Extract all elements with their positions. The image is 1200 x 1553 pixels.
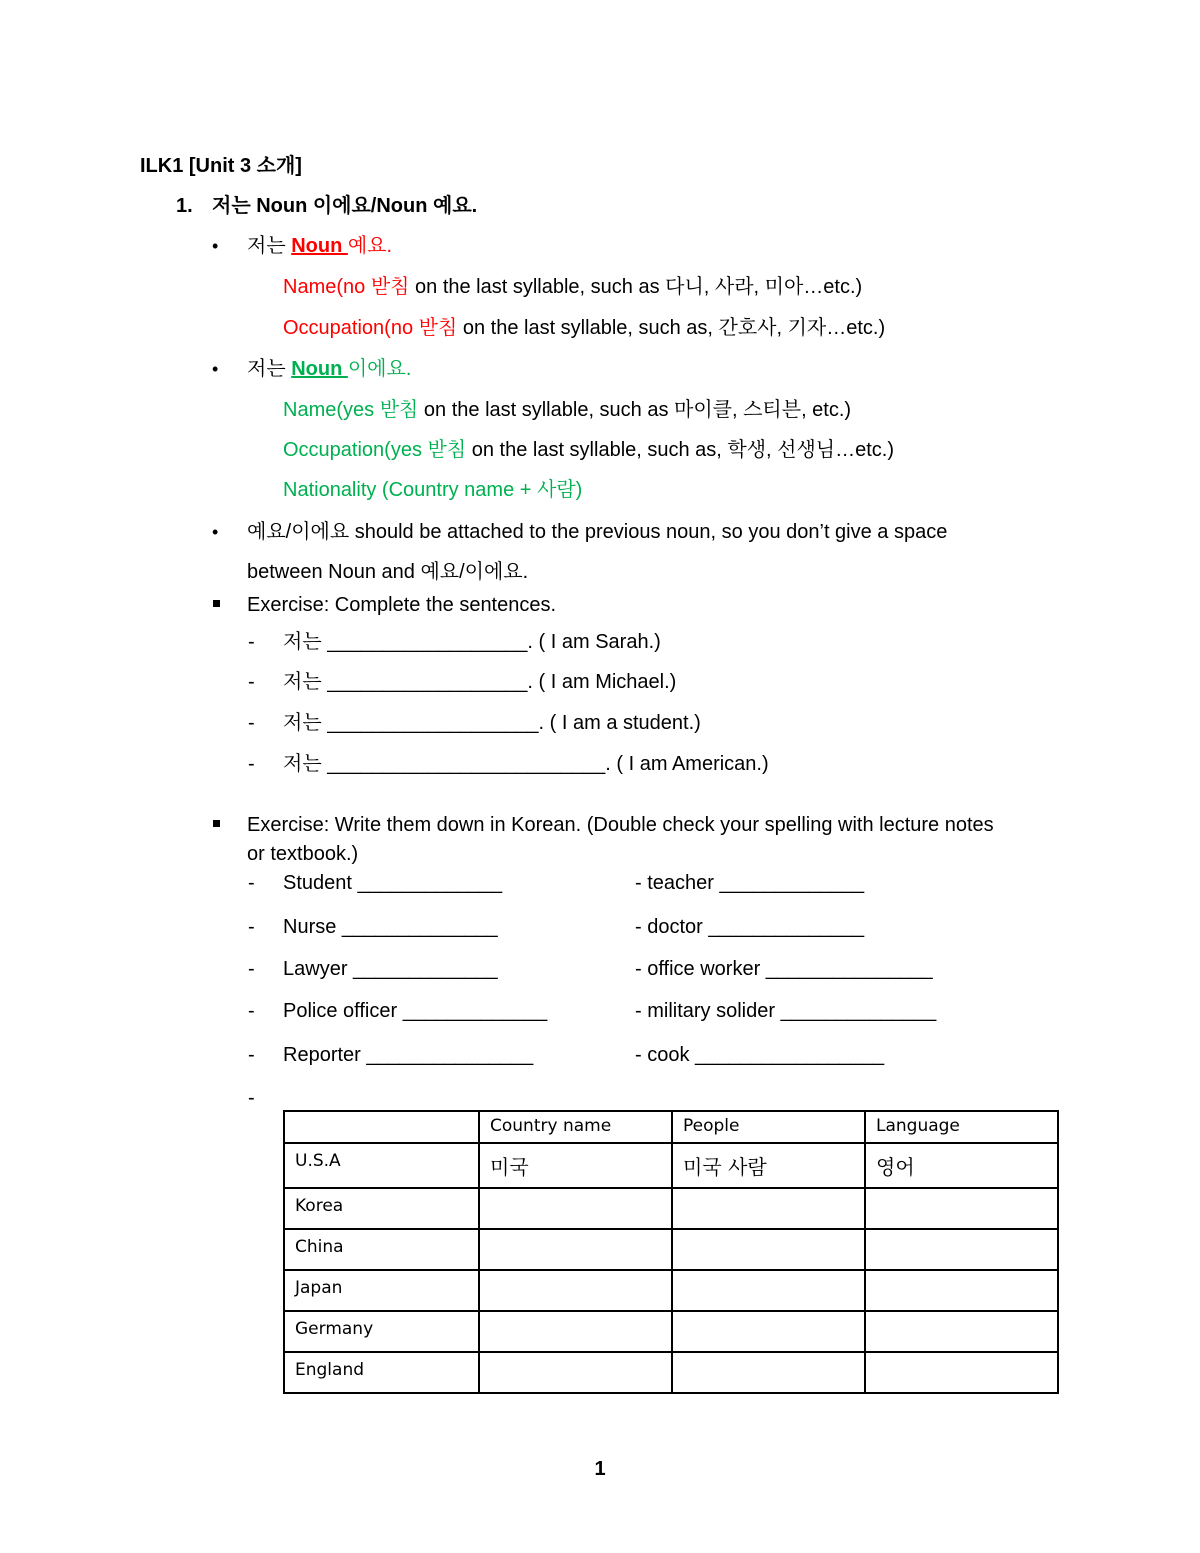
bullet2-noun: Noun [291, 358, 348, 380]
table-row [284, 1143, 1058, 1188]
vocab-left-item: Police officer _____________ [283, 1000, 548, 1022]
table-cell: England [284, 1352, 479, 1393]
square-bullet-icon [213, 820, 220, 827]
table-cell [479, 1270, 672, 1311]
name-rule-label: Name(no 받침 [283, 276, 410, 298]
table-cell [479, 1352, 672, 1393]
square-bullet-icon [213, 600, 220, 607]
vocab-right-item: - teacher _____________ [635, 872, 865, 894]
document-title: ILK1 [Unit 3 소개] [140, 155, 302, 177]
exercise1-item: 저는 _________________________. ( I am American.) [283, 753, 769, 775]
table-cell: 미국 [479, 1143, 672, 1188]
spacing-rule-line2: between Noun and 예요/이에요. [247, 561, 529, 583]
name-rule-text: on the last syllable, such as 다니, 사라, 미아…etc.) [409, 276, 863, 298]
table-cell [479, 1311, 672, 1352]
bullet2-suffix: 이에요. [347, 358, 412, 380]
bullet1-name-line [283, 275, 862, 299]
table-cell [865, 1270, 1058, 1311]
dash-icon: - [248, 712, 255, 734]
vocab-left-item: Lawyer _____________ [283, 958, 498, 980]
table-cell [865, 1352, 1058, 1393]
exercise2-title-line2: or textbook.) [247, 843, 359, 865]
dash-icon: - [248, 1000, 255, 1022]
table-cell: Germany [284, 1311, 479, 1352]
vocab-right-item: - doctor ______________ [635, 916, 865, 938]
dash-icon: - [248, 1044, 255, 1066]
table-cell [479, 1188, 672, 1229]
table-cell [672, 1270, 865, 1311]
vocab-right-item: - cook _________________ [635, 1044, 885, 1066]
nationality-rule: Nationality (Country name + 사람) [283, 479, 583, 501]
page-number: 1 [594, 1458, 606, 1480]
table-cell: China [284, 1229, 479, 1270]
table-cell: 영어 [865, 1143, 1058, 1188]
bullet1-noun: Noun [291, 235, 348, 257]
vocab-right-item: - military solider ______________ [635, 1000, 937, 1022]
exercise1-item: 저는 __________________. ( I am Sarah.) [283, 631, 661, 653]
bullet2-occupation-line [283, 438, 894, 462]
dash-icon: - [248, 958, 255, 980]
table-cell [865, 1229, 1058, 1270]
table-header-cell: People [672, 1111, 865, 1143]
section-heading: 저는 Noun 이에요/Noun 예요. [212, 195, 478, 217]
table-header-cell [284, 1111, 479, 1143]
table-cell [865, 1188, 1058, 1229]
table-cell: Japan [284, 1270, 479, 1311]
table-cell [672, 1188, 865, 1229]
bullet1-occupation-line [283, 316, 885, 340]
table-header-cell: Country name [479, 1111, 672, 1143]
vocab-left-item: Student _____________ [283, 872, 503, 894]
exercise2-title-line1: Exercise: Write them down in Korean. (Double check your spelling with lecture notes [247, 814, 994, 836]
dash-icon: - [248, 753, 255, 775]
dash-icon: - [248, 916, 255, 938]
spacing-rule-line1: 예요/이에요 should be attached to the previous noun, so you don’t give a space [247, 521, 948, 543]
dash-icon: - [248, 1087, 255, 1109]
table-header-cell: Language [865, 1111, 1058, 1143]
table-cell: U.S.A [284, 1143, 479, 1188]
occupation-rule-text: on the last syllable, such as, 학생, 선생님…etc.) [466, 439, 895, 461]
vocab-right-item: - office worker _______________ [635, 958, 933, 980]
occupation-rule-label: Occupation(yes 받침 [283, 439, 467, 461]
bullet2-name-line [283, 398, 851, 422]
bullet2-prefix: 저는 [247, 358, 292, 380]
name-rule-label: Name(yes 받침 [283, 399, 419, 421]
table-row [284, 1229, 1058, 1270]
bullet1-prefix: 저는 [247, 235, 292, 257]
bullet-icon: • [212, 359, 219, 379]
table-cell [672, 1352, 865, 1393]
bullet1-sentence [247, 234, 392, 258]
nationality-table [283, 1110, 1059, 1394]
table-header-row [284, 1111, 1058, 1143]
table-row [284, 1270, 1058, 1311]
dash-icon: - [248, 631, 255, 653]
exercise1-title: Exercise: Complete the sentences. [247, 594, 557, 616]
name-rule-text: on the last syllable, such as 마이클, 스티븐, etc.) [418, 399, 852, 421]
table-row [284, 1311, 1058, 1352]
bullet-icon: • [212, 236, 219, 256]
table-cell [672, 1229, 865, 1270]
dash-icon: - [248, 872, 255, 894]
bullet2-sentence [247, 357, 411, 381]
table-cell [479, 1229, 672, 1270]
bullet1-suffix: 예요. [347, 235, 393, 257]
table-row [284, 1188, 1058, 1229]
table-cell [672, 1311, 865, 1352]
vocab-left-item: Nurse ______________ [283, 916, 498, 938]
occupation-rule-text: on the last syllable, such as, 간호사, 기자…etc.) [457, 317, 886, 339]
bullet-icon: • [212, 522, 219, 542]
table-cell [865, 1311, 1058, 1352]
section-number: 1. [176, 195, 193, 217]
table-row [284, 1352, 1058, 1393]
dash-icon: - [248, 671, 255, 693]
vocab-left-item: Reporter _______________ [283, 1044, 534, 1066]
occupation-rule-label: Occupation(no 받침 [283, 317, 458, 339]
exercise1-item: 저는 __________________. ( I am Michael.) [283, 671, 677, 693]
exercise1-item: 저는 ___________________. ( I am a student.) [283, 712, 701, 734]
table-cell: Korea [284, 1188, 479, 1229]
table-cell: 미국 사람 [672, 1143, 865, 1188]
